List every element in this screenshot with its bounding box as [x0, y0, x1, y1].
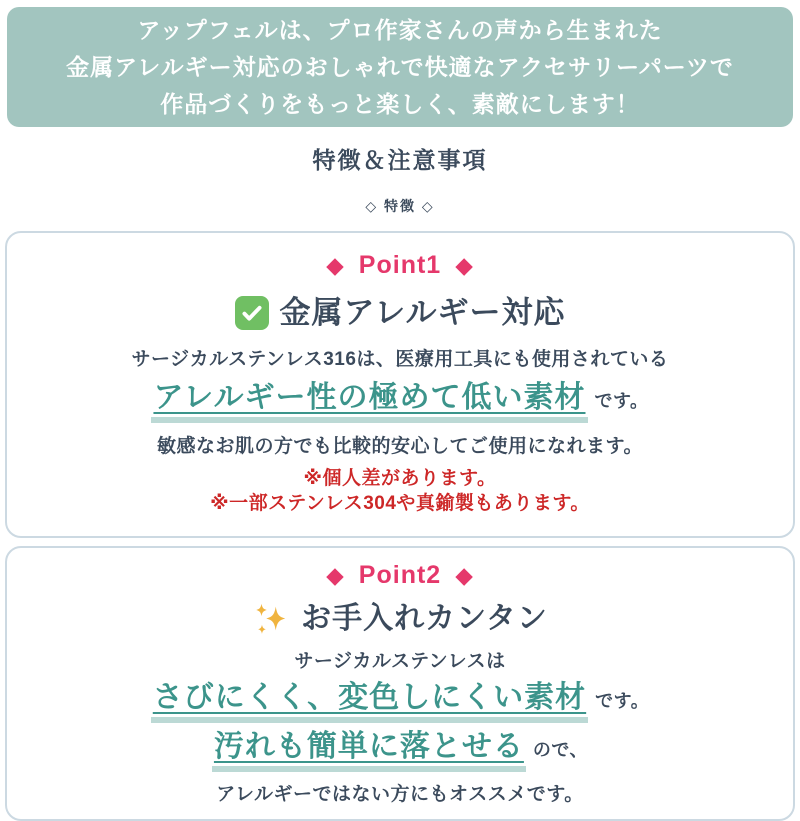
point2-title-row	[17, 600, 783, 638]
banner-line-1: アップフェルは、プロ作家さんの声から生まれた	[137, 16, 663, 43]
diamond-icon: ◆	[455, 252, 474, 278]
point2-card	[5, 546, 795, 821]
diamond-icon: ◆	[326, 562, 345, 588]
point1-line2: 敏感なお肌の方でも比較的安心してご使用になれます。	[157, 436, 643, 457]
point2-highlight2: 汚れも簡単に落とせる	[212, 730, 526, 772]
point1-highlight-line	[17, 381, 783, 423]
point1-note2: ※一部ステンレス304や真鍮製もあります。	[210, 493, 590, 514]
diamond-icon: ◆	[326, 252, 345, 278]
point2-title: お手入れカンタン	[301, 602, 548, 635]
point2-line1: サージカルステンレスは	[294, 651, 506, 672]
point2-highlight1-suffix: です。	[595, 691, 650, 711]
intro-banner	[7, 7, 793, 127]
point1-note1: ※個人差があります。	[303, 468, 497, 489]
point2-highlight2-line	[17, 730, 783, 772]
point1-card	[5, 231, 795, 538]
sparkles-icon	[252, 600, 290, 638]
point2-line2: アレルギーではない方にもオススメです。	[216, 784, 584, 805]
point2-highlight1-line	[17, 681, 783, 723]
banner-line-3: 作品づくりをもっと楽しく、素敵にします！	[160, 90, 640, 117]
point1-badge	[17, 251, 783, 279]
banner-line-2: 金属アレルギー対応のおしゃれで快適なアクセサリーパーツで	[66, 53, 734, 80]
check-icon	[235, 296, 269, 330]
point1-title-row	[17, 294, 783, 332]
point2-badge	[17, 561, 783, 589]
point2-highlight1: さびにくく、変色しにくい素材	[151, 681, 588, 723]
point1-badge-label: Point1	[358, 251, 442, 279]
point1-line1: サージカルステンレス316は、医療用工具にも使用されている	[131, 349, 669, 370]
point1-notes	[17, 466, 783, 516]
page-title: 特徴＆注意事項	[312, 147, 488, 173]
section-subtitle: ◇ 特徴 ◇	[365, 198, 435, 214]
point1-highlight: アレルギー性の極めて低い素材	[151, 381, 587, 423]
diamond-icon: ◆	[455, 562, 474, 588]
point1-highlight-suffix: です。	[594, 391, 649, 411]
point2-highlight2-suffix: ので、	[532, 740, 589, 760]
point2-badge-label: Point2	[358, 561, 442, 589]
point1-title: 金属アレルギー対応	[279, 295, 566, 330]
